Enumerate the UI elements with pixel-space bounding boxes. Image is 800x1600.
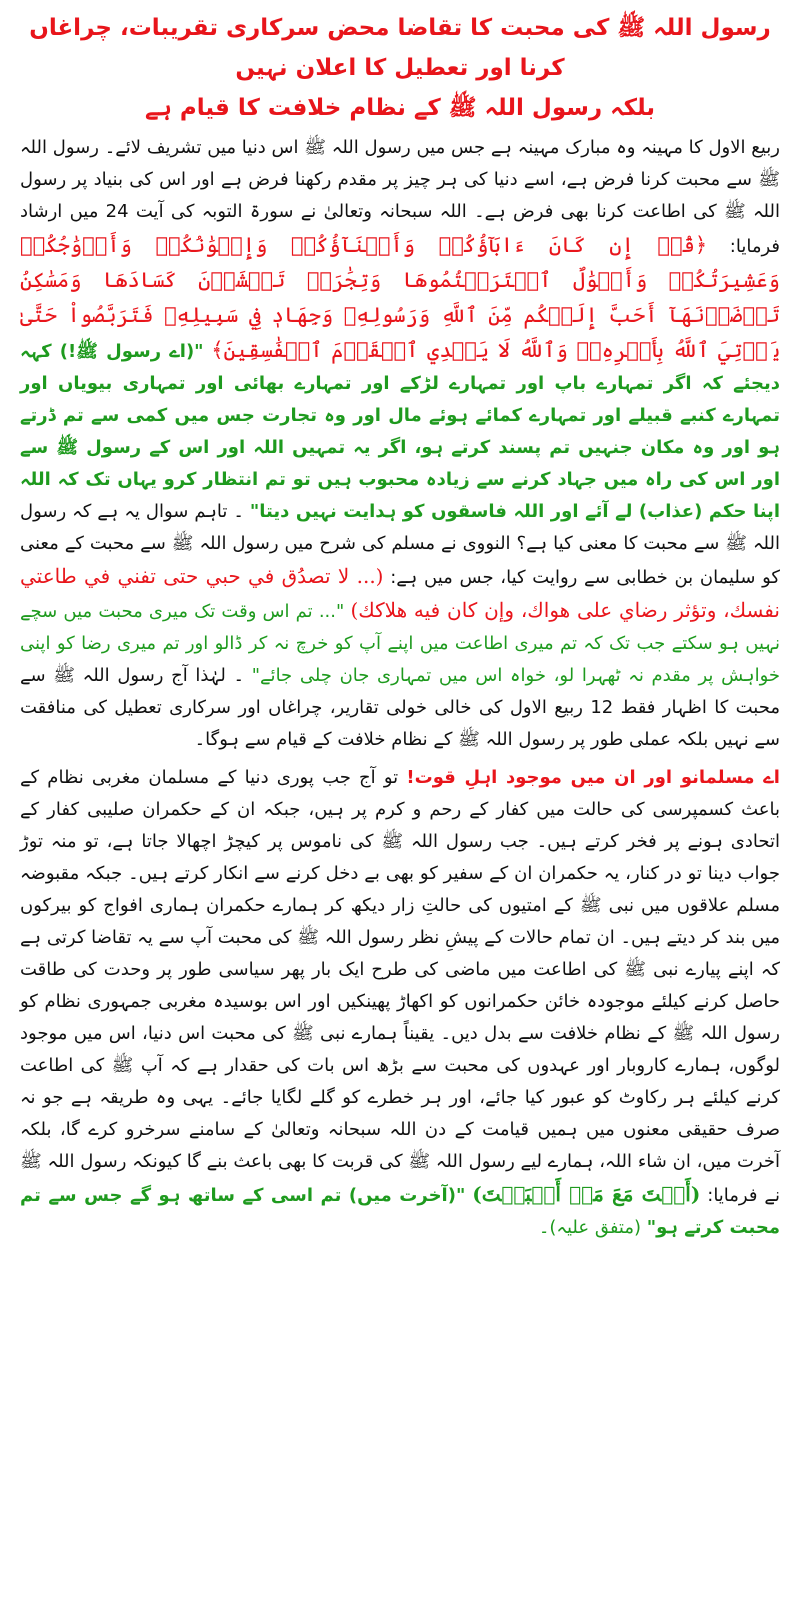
hadith-arabic-2: (أَنۡتَ مَعَ مَنۡ أَحۡبَبۡتَ): [472, 1182, 701, 1206]
title-line-2: بلکہ رسول اللہ ﷺ کے نظام خلافت کا قیام ہے: [144, 95, 656, 121]
hadith-translation-2: "(آخرت میں) تم اسی کے ساتھ ہو گے جس سے تم محبت کرتے ہو": [20, 1185, 780, 1238]
paragraph-1-conclusion: ۔ لہٰذا آج رسول اللہ ﷺ سے محبت کا اظہار فقط 12 ربیع الاول کی خالی خولی تقاریر، چراغاں اور سرکاری تعطیل کی منافقت سے نہیں بلکہ عملی طور پر رسول اللہ ﷺ کے نظام خلافت کے قیام سے ہوگا۔: [20, 665, 780, 750]
paragraph-2: [20, 762, 780, 1244]
paragraph-1: [20, 132, 780, 756]
address-lead: اے مسلمانو اور ان میں موجود اہلِ قوت!: [406, 767, 780, 788]
paragraph-1-intro: ربیع الاول کا مہینہ وہ مبارک مہینہ ہے جس میں رسول اللہ ﷺ اس دنیا میں تشریف لائے۔ رسول اللہ ﷺ سے محبت کرنا فرض ہے، اسے دنیا کی ہر چیز پر مقدم رکھنا فرض ہے اور اس کی بنیاد پر رسول اللہ ﷺ کی اطاعت کرنا بھی فرض ہے۔ اللہ سبحانہ وتعالیٰ نے سورۃ التوبہ کی آیت 24 میں ارشاد فرمایا:: [20, 137, 780, 257]
quran-verse: ﴿قُلۡ إِن كَانَ ءَابَآؤُكُمۡ وَأَبۡنَآؤُكُمۡ وَإِخۡوَٰنُكُمۡ وَأَزۡوَٰجُكُمۡ وَعَشِيرَتُكُمۡ وَأَمۡوَٰلٌ ٱقۡتَرَفۡتُمُوهَا وَتِجَٰرَةٞ تَخۡشَوۡنَ كَسَادَهَا وَمَسَٰكِنُ تَرۡضَوۡنَهَآ أَحَبَّ إِلَيۡكُم مِّنَ ٱللَّهِ وَرَسُولِهِۦ وَجِهَادٖ فِي سَبِيلِهِۦ فَتَرَبَّصُواْ حَتَّىٰ يَأۡتِيَ ٱللَّهُ بِأَمۡرِهِۦۗ وَٱللَّهُ لَا يَهۡدِي ٱلۡقَوۡمَ ٱلۡفَٰسِقِينَ﴾: [20, 233, 780, 362]
verse-translation: "(اے رسول ﷺ!) کہہ دیجئے کہ اگر تمہارے باپ اور تمہارے لڑکے اور تمہارے بھائی اور تمہاری بیویاں اور تمہارے کنبے قبیلے اور تمہارے کمائے ہوئے مال اور وہ تجارت جس میں کمی سے تم ڈرتے ہو اور وہ مکان جنہیں تم پسند کرتے ہو، اگر یہ تمہیں اللہ اور اس کے رسول ﷺ سے اور اس کی راہ میں جہاد کرنے سے زیادہ محبوب ہیں تو تم انتظار کرو یہاں تک کہ اللہ اپنا حکم (عذاب) لے آئے اور اللہ فاسقوں کو ہدایت نہیں دیتا": [20, 341, 780, 522]
paragraph-2-body: تو آج جب پوری دنیا کے مسلمان مغربی نظام کے باعث کسمپرسی کی حالت میں کفار کے رحم و کرم پر ہیں، جبکہ ان کے حکمران صلیبی کفار کے اتحادی ہونے پر فخر کرتے ہیں۔ جب رسول اللہ ﷺ کی ناموس پر کیچڑ اچھالا جاتا ہے، تو منہ توڑ جواب دینا تو در کنار، یہ حکمران ان کے سفیر کو بھی بے دخل کرنے سے انکار کرتے ہیں۔ جبکہ مقبوضہ مسلم علاقوں میں نبی ﷺ کے امتیوں کی حالتِ زار دیکھ کر ہمارے حکمران ہماری افواج کو بیرکوں میں بند کر دیتے ہیں۔ ان تمام حالات کے پیشِ نظر رسول اللہ ﷺ کی محبت آپ سے یہ تقاضا کرتی ہے کہ اپنے پیارے نبی ﷺ کی اطاعت میں ماضی کی طرح ایک بار پھر سیاسی طور پر وحدت کی طاقت حاصل کرنے کیلئے موجودہ خائن حکمرانوں کو اکھاڑ پھینکیں اور اس بوسیدہ مغربی جمہوری نظام کو رسول اللہ ﷺ کے نظام خلافت سے بدل دیں۔ یقیناً ہمارے نبی ﷺ کی محبت اس دنیا، اس میں موجود لوگوں، ہمارے کاروبار اور عہدوں کی محبت سے بڑھ اس بات کی حقدار ہے کہ آپ ﷺ کی اطاعت کرنے کیلئے ہر رکاوٹ کو عبور کیا جائے، اور ہر خطرے کو گلے لگایا جائے۔ یہی وہ طریقہ ہے جو نہ صرف حقیقی معنوں میں ہمیں قیامت کے دن اللہ سبحانہ وتعالیٰ کے سامنے سرخرو کرے گا، بلکہ آخرت میں، ان شاء اللہ، ہمارے لیے رسول اللہ ﷺ کی قربت کا بھی باعث بنے گا کیونکہ رسول اللہ ﷺ نے فرمایا:: [20, 767, 781, 1206]
article-title: [20, 8, 780, 128]
hadith-arabic: (... لا تصدُق في حبي حتى تفني في طاعتي نفسك، وتؤثر رضاي على هواك، وإن كان فيه هلاكك): [20, 564, 780, 622]
title-line-1: رسول اللہ ﷺ کی محبت کا تقاضا محض سرکاری تقریبات، چراغاں کرنا اور تعطیل کا اعلان نہیں: [29, 15, 771, 81]
paragraph-1-middle: ۔ تاہم سوال یہ ہے کہ رسول اللہ ﷺ سے محبت کا معنی کیا ہے؟ النووی نے مسلم کی شرح میں رسول اللہ ﷺ سے محبت کے معنی کو سلیمان بن خطابی سے روایت کیا، جس میں ہے:: [20, 501, 781, 588]
hadith-source: (متفق علیہ)۔: [538, 1217, 642, 1238]
hadith-translation: "... تم اس وقت تک میری محبت میں سچے نہیں ہو سکتے جب تک کہ تم میری اطاعت میں اپنے آپ کو خرچ نہ کر ڈالو اور تم میری رضا کو اپنی خواہش پر مقدم نہ ٹھہرا لو، خواہ اس میں تمہاری جان چلی جائے": [20, 601, 780, 686]
